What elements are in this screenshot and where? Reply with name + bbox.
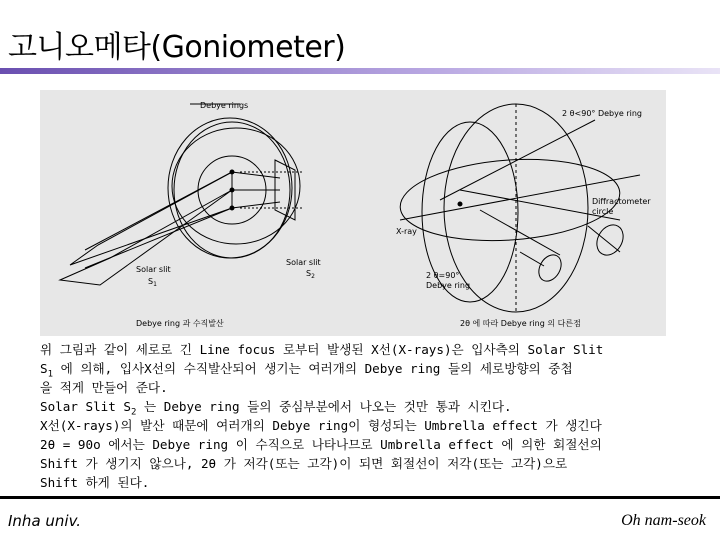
- label-diffractometer: Diffractometer: [592, 197, 651, 206]
- body-line-4: [40, 397, 680, 416]
- body-line-2-sub: 1: [47, 369, 54, 380]
- body-line-4-b: 는 Debye ring 들의 중심부분에서 나오는 것만 통과 시킨다.: [136, 399, 512, 414]
- caption-right: 2θ 에 따라 Debye ring 의 다른점: [460, 319, 581, 328]
- body-line-2: [40, 359, 680, 378]
- footer-institution: Inha univ.: [8, 512, 82, 530]
- body-line-2-b: 에 의해, 입사X선의 수직발산되어 생기는 여러개의 Debye ring 들의 세로방향의 중첩: [53, 361, 573, 376]
- label-circle: circle: [592, 207, 614, 216]
- body-line-1: 위 그림과 같이 세로로 긴 Line focus 로부터 발생된 X선(X-rays)은 입사측의 Solar Slit: [40, 342, 604, 357]
- label-solar-slit-right: Solar slit: [286, 258, 321, 267]
- body-line-6: 2θ = 90o 에서는 Debye ring 이 수직으로 나타나므로 Umbrella effect 에 의한 회절선의: [40, 437, 602, 452]
- label-x-ray: X-ray: [396, 227, 417, 236]
- title-underline: [0, 68, 720, 74]
- footer-author: Oh nam-seok: [621, 512, 706, 529]
- label-mid-ring: Debye ring: [426, 281, 471, 290]
- body-line-2-a: S: [40, 361, 48, 376]
- body-line-8: Shift 하게 된다.: [40, 475, 150, 490]
- page-title: 고니오메타(Goniometer): [8, 30, 346, 65]
- body-line-5: X선(X-rays)의 발산 때문에 여러개의 Debye ring이 형성되는 Umbrella effect 가 생긴다: [40, 418, 602, 433]
- label-mid-ring-angle: 2 θ=90°: [426, 271, 460, 280]
- figure-illustration: [40, 90, 666, 336]
- body-line-7: Shift 가 생기지 않으나, 2θ 가 저각(또는 고각)이 되면 회절선이 저각(또는 고각)으로: [40, 456, 568, 471]
- body-line-4-a: Solar Slit S: [40, 399, 131, 414]
- debye-rings-diagram: [60, 104, 302, 285]
- label-debye-rings: Debye rings: [200, 101, 249, 110]
- body-line-3: 을 적게 만들어 준다.: [40, 380, 168, 395]
- label-top-debye-ring: 2 θ<90° Debye ring: [562, 109, 642, 118]
- label-s1: $S_1$: [148, 277, 157, 288]
- footer-divider: [0, 496, 720, 499]
- caption-left: Debye ring 과 수직발산: [136, 319, 224, 328]
- label-s2: $S_2$: [306, 269, 315, 280]
- body-text: [40, 340, 680, 492]
- label-solar-slit-left: Solar slit: [136, 265, 171, 274]
- body-line-4-sub: 2: [131, 407, 137, 418]
